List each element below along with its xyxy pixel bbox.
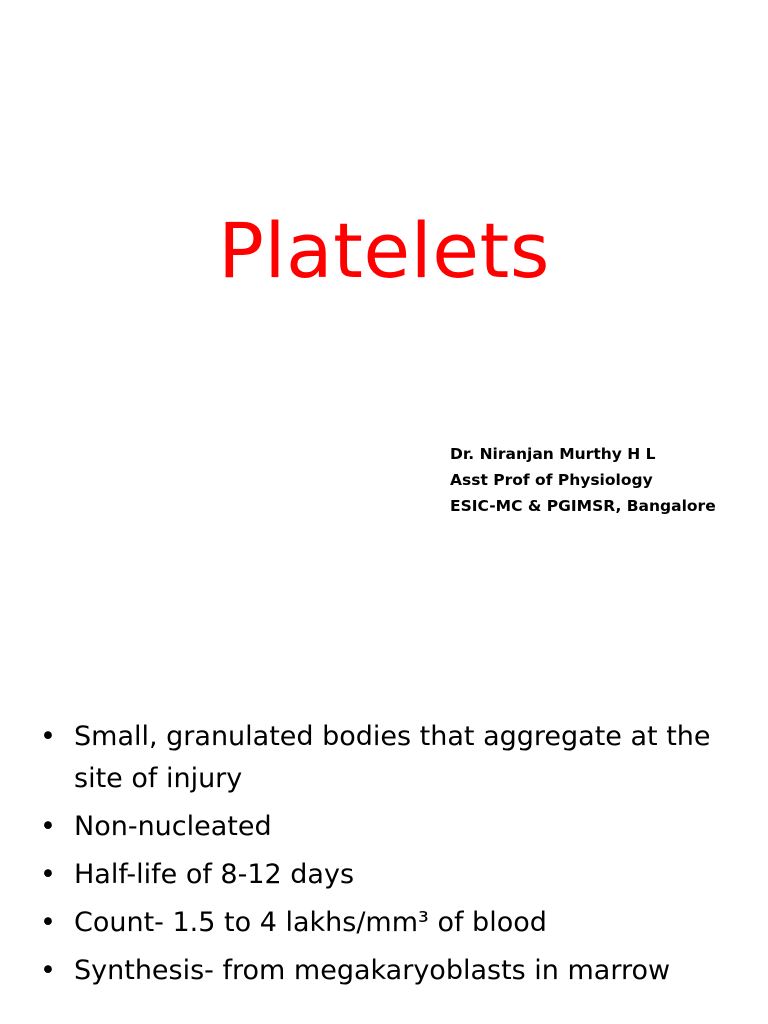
bullet-item <box>40 902 740 944</box>
author-name: Dr. Niranjan Murthy H L <box>450 445 656 463</box>
bullet-text: Small, granulated bodies that aggregate at the site of injury <box>74 721 711 794</box>
bullet-dot: • <box>40 721 56 752</box>
bullet-item <box>40 806 740 848</box>
author-position: Asst Prof of Physiology <box>450 471 653 489</box>
author-institution: ESIC-MC & PGIMSR, Bangalore <box>450 497 716 515</box>
slide-title: Platelets <box>218 206 550 295</box>
bullet-text: Non-nucleated <box>74 811 272 842</box>
bullet-text: Synthesis- from megakaryoblasts in marrow <box>74 955 671 986</box>
bullet-text: Half-life of 8-12 days <box>74 859 355 890</box>
author-block <box>450 441 716 519</box>
bullet-item <box>40 716 740 800</box>
bullet-dot: • <box>40 907 56 938</box>
bullet-text: Count- 1.5 to 4 lakhs/mm³ of blood <box>74 907 547 938</box>
bullet-list <box>40 716 740 998</box>
bullet-item <box>40 950 740 992</box>
bullet-dot: • <box>40 955 56 986</box>
bullet-item <box>40 854 740 896</box>
bullet-dot: • <box>40 859 56 890</box>
bullet-dot: • <box>40 811 56 842</box>
